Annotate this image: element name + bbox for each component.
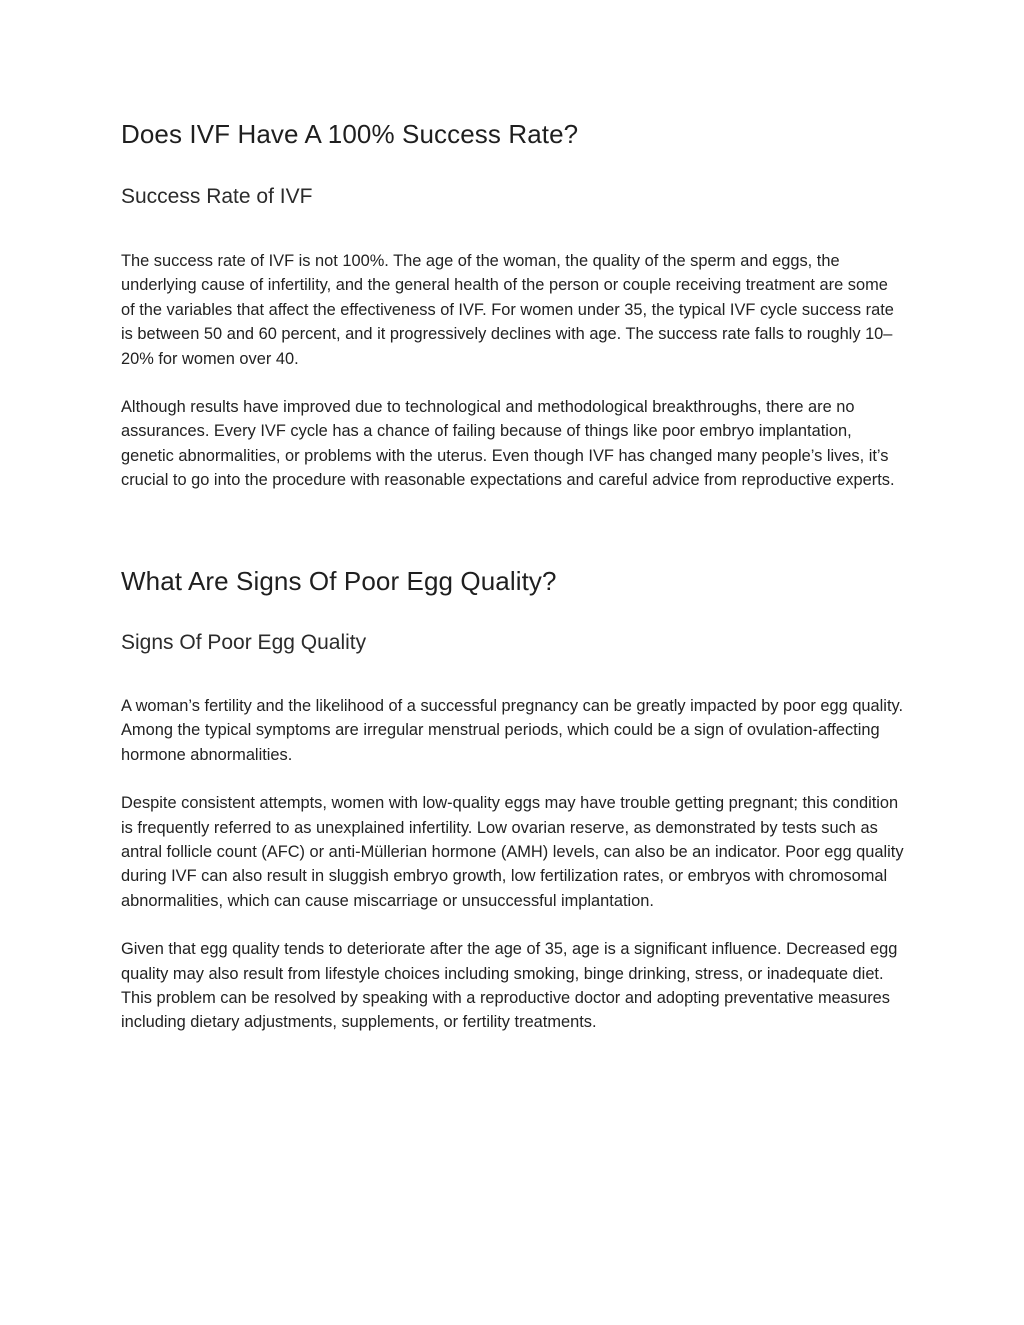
section-heading: What Are Signs Of Poor Egg Quality?: [121, 566, 557, 596]
paragraph: Although results have improved due to technological and methodological breakthroughs, there are no assurances. Every IVF cycle has a chance of failing because of things like poor embryo implantation, genetic abnormalities, or problems with the uterus. Even though IVF has changed many people’s lives, it’s crucial to go into the procedure with reasonable expectations and careful advice from reproductive experts.: [121, 398, 895, 490]
paragraph: A woman’s fertility and the likelihood of a successful pregnancy can be greatly impacted by poor egg quality. Among the typical symptoms are irregular menstrual periods, which could be a sign of ovulation-affecting hormone abnormalities.: [121, 697, 904, 764]
section-ivf-success-rate: [121, 116, 905, 517]
paragraph: The success rate of IVF is not 100%. The age of the woman, the quality of the sperm and eggs, the underlying cause of infertility, and the general health of the person or couple receiving treatment are some of the variables that affect the effectiveness of IVF. For women under 35, the typical IVF cycle success rate is between 50 and 60 percent, and it progressively declines with age. The success rate falls to roughly 10–20% for women over 40.: [121, 252, 894, 368]
section-poor-egg-quality: [121, 563, 905, 1059]
paragraph: Given that egg quality tends to deteriorate after the age of 35, age is a significant influence. Decreased egg quality may also result from lifestyle choices including smoking, binge drinking, stress, or inadequate diet. This problem can be resolved by speaking with a reproductive doctor and adopting preventative measures including dietary adjustments, supplements, or fertility treatments.: [121, 940, 898, 1032]
section-subheading: Signs Of Poor Egg Quality: [121, 631, 367, 654]
section-subheading: Success Rate of IVF: [121, 185, 313, 208]
section-heading: Does IVF Have A 100% Success Rate?: [121, 119, 579, 149]
paragraph: Despite consistent attempts, women with low-quality eggs may have trouble getting pregnant; this condition is frequently referred to as unexplained infertility. Low ovarian reserve, as demonstrated by tests such as antral follicle count (AFC) or anti-Müllerian hormone (AMH) levels, can also be an indicator. Poor egg quality during IVF can also result in sluggish embryo growth, low fertilization rates, or embryos with chromosomal abnormalities, which can cause miscarriage or unsuccessful implantation.: [121, 794, 904, 910]
